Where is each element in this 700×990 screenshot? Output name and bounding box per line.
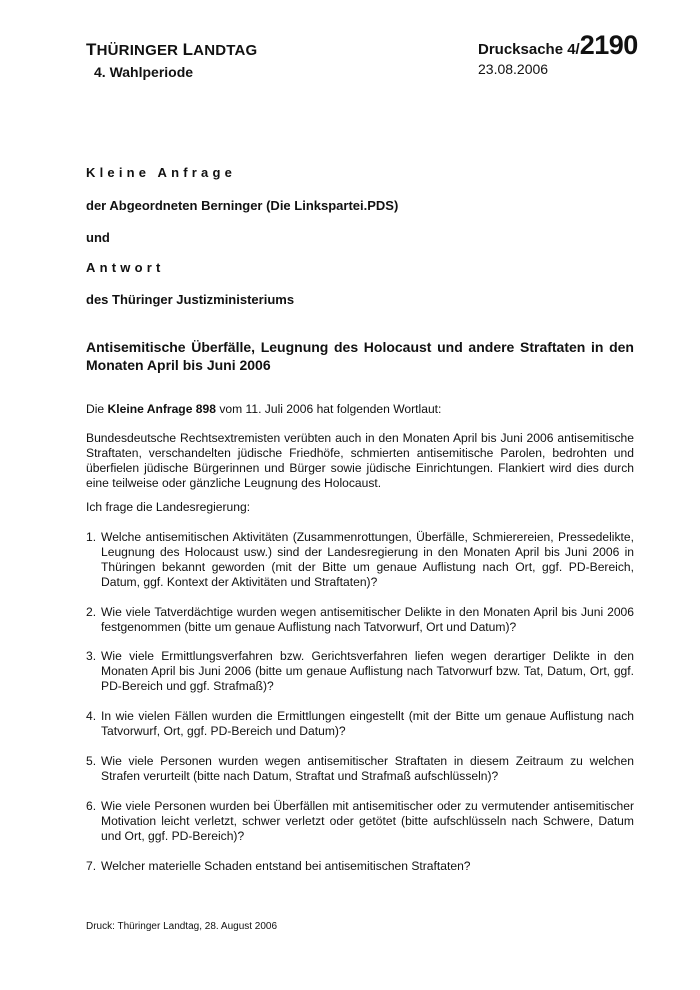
kleine-anfrage-heading: Kleine Anfrage [86, 165, 237, 180]
document-reference [478, 30, 638, 77]
print-footer: Druck: Thüringer Landtag, 28. August 2006 [86, 921, 278, 932]
document-date: 23.08.2006 [478, 61, 549, 77]
question-intro: Ich frage die Landesregierung: [86, 500, 251, 514]
question-list [86, 530, 634, 873]
institution-header [86, 40, 257, 80]
question-item: 6. Wie viele Personen wurden bei Überfällen mit antisemitischer oder zu vermutender antisemitischer Motivation leicht verletzt, schwer verletzt oder getötet (bitte aufschlüsseln nach Schwere, Datum und Ort, ggf. PD-Bereich)? [86, 798, 634, 843]
question-item: 3. Wie viele Ermittlungsverfahren bzw. Gerichtsverfahren liefen wegen derartiger Delikte in den Monaten April bis Juni 2006 (bitte um genaue Auflistung nach Tatvorwurf bzw. Tat, Datum, Ort, ggf. PD-Bereich und ggf. Strafmaß)? [86, 649, 634, 694]
document-number: Drucksache 4/2190 [478, 30, 638, 60]
intro-paragraph: Die Kleine Anfrage 898 vom 11. Juli 2006 hat folgenden Wortlaut: [86, 402, 442, 416]
ministry-line: des Thüringer Justizministeriums [86, 292, 295, 307]
question-item: 7. Welcher materielle Schaden entstand bei antisemitischen Straftaten? [86, 858, 471, 873]
antwort-heading: Antwort [86, 260, 165, 275]
question-item: 1. Welche antisemitischen Aktivitäten (Zusammenrottungen, Überfälle, Schmierereien, Pressedelikte, Leugnung des Holocaust usw.) sind der Landesregierung in den Monaten April bis Juni 2006 in Thüringen bekannt geworden (mit der Bitte um genaue Auflistung nach Ort, ggf. PD-Bereich, Datum, ggf. Kontext der Aktivitäten und Straftaten)? [86, 530, 634, 589]
question-item: 2. Wie viele Tatverdächtige wurden wegen antisemitischer Delikte in den Monaten April bis Juni 2006 festgenommen (bitte um genaue Auflistung nach Tatvorwurf, Ort und Datum)? [86, 604, 634, 634]
institution-name: THÜRINGER LANDTAG [86, 40, 258, 59]
author-line: der Abgeordneten Berninger (Die Linkspartei.PDS) [86, 198, 399, 213]
legislative-period: 4. Wahlperiode [94, 64, 194, 80]
context-paragraph: Bundesdeutsche Rechtsextremisten verübten auch in den Monaten April bis Juni 2006 antisemitische Straftaten, verschandelten jüdische Friedhöfe, schmierten antisemitische Parolen, bedrohten und überfielen jüdische Bürgerinnen und Bürger sowie jüdische Einrichtungen. Flankiert wird dies durch eine teilweise oder gänzliche Leugnung des Holocaust. [86, 431, 634, 490]
und-line: und [86, 230, 110, 245]
document-subject: Antisemitische Überfälle, Leugnung des Holocaust und andere Straftaten in den Monaten April bis Juni 2006 [86, 339, 634, 373]
question-item: 4. In wie vielen Fällen wurden die Ermittlungen eingestellt (mit der Bitte um genaue Auflistung nach Tatvorwurf, Ort, ggf. PD-Bereich und Datum)? [86, 709, 634, 739]
question-item: 5. Wie viele Personen wurden wegen antisemitischer Straftaten in diesem Zeitraum zu welchen Strafen verurteilt (bitte nach Datum, Straftat und Strafmaß aufschlüsseln)? [86, 753, 634, 783]
